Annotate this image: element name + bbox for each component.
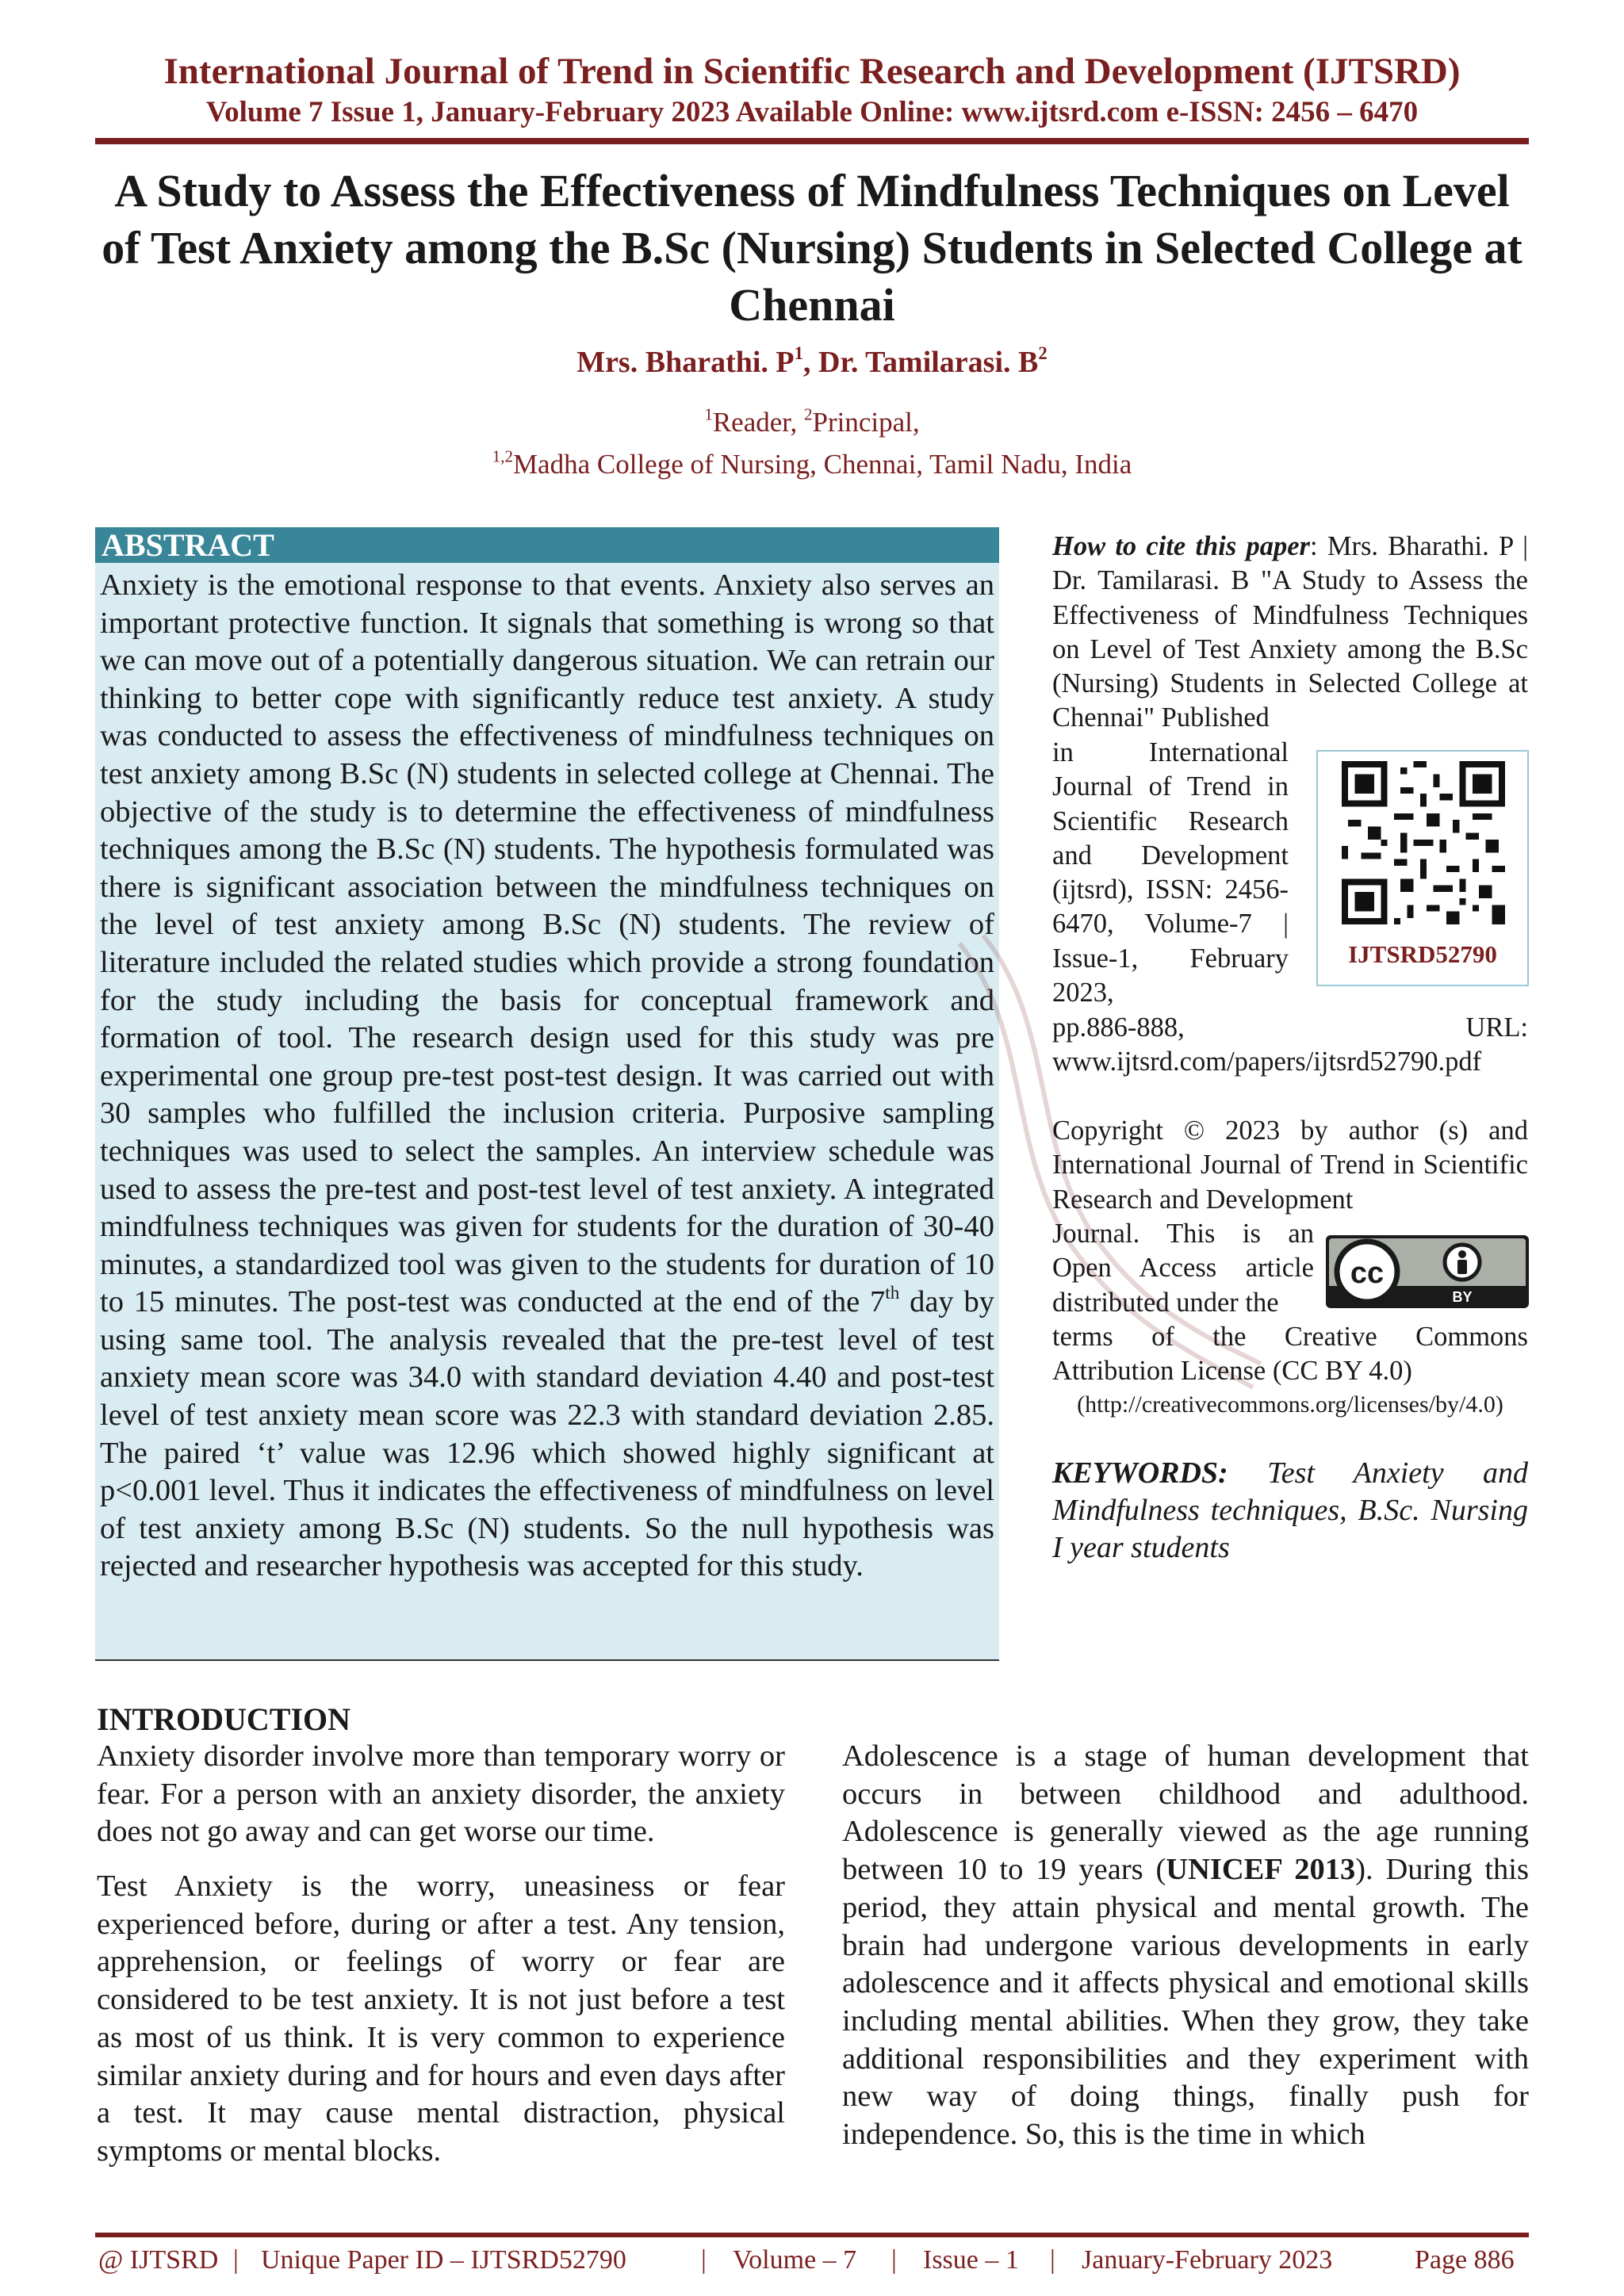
footer-separator: |: [233, 2245, 239, 2275]
cc-by-license-badge: [1326, 1235, 1529, 1308]
author-2: Dr. Tamilarasi. B: [818, 346, 1039, 379]
footer-separator: |: [891, 2245, 897, 2275]
footer-period: January-February 2023: [1082, 2245, 1333, 2275]
keywords-label: KEYWORDS:: [1052, 1456, 1228, 1490]
qr-code-panel: [1316, 750, 1529, 986]
introduction-paragraph-3: [842, 1738, 1529, 2154]
footer-rule: [95, 2233, 1529, 2237]
creative-commons-icon: [1326, 1235, 1529, 1308]
affiliation-roles: [0, 404, 1624, 441]
citation-middle: in International Journal of Trend in Scientific Research and Development (ijtsrd), ISSN: 2456-6470, Volume-7 | Issue-1, February 2023,: [1052, 737, 1289, 1008]
header-rule: [95, 138, 1529, 144]
citation-lead-text: : Mrs. Bharathi. P | Dr. Tamilarasi. B "A Study to Assess the Effectiveness of Mindfulness Techniques on Level of Test Anxiety among the B.Sc (Nursing) Students in Selected College at Chennai" Published: [1052, 531, 1528, 733]
citation-tail: pp.886-888, URL: www.ijtsrd.com/papers/ijtsrd52790.pdf: [1052, 1012, 1528, 1077]
copyright-tail: terms of the Creative Commons Attribution License (CC BY 4.0): [1052, 1322, 1528, 1387]
abstract-text-part-2: day by using same tool. The analysis revealed that the pre-test level of test anxiety mean score was 34.0 with standard deviation 4.40 and post-test level of test anxiety mean score was 22.3 with standard deviation 2.85. The paired ‘t’ value was 12.96 which showed highly significant at p<0.001 level. Thus it indicates the effectiveness of mindfulness on level of test anxiety among B.Sc (N) students. So the null hypothesis was rejected and researcher hypothesis was accepted for this study.: [100, 1285, 994, 1583]
abstract-text-part-1: Anxiety is the emotional response to that events. Anxiety also serves an important protective function. It signals that something is wrong so that we can move out of a potentially dangerous situation. We can retrain our thinking to better cope with significantly reduce test anxiety. A study was conducted to assess the effectiveness of mindfulness techniques on test anxiety among B.Sc (N) students in selected college at Chennai. The objective of the study is to determine the effectiveness of mindfulness techniques among the B.Sc (N) students. The hypothesis formulated was there is significant association between the mindfulness techniques on the level of test anxiety among B.Sc (N) students. The review of literature included the related studies which provide a strong foundation for the study including the basis for conceptual framework and formation of tool. The research design used for this study was pre experimental one group pre-test post-test design. It was carried out with 30 samples who fulfilled the inclusion criteria. Purposive sampling techniques was used to select the samples. An interview schedule was used to assess the pre-test and post-test level of test anxiety. A integrated mindfulness techniques was given for students for the duration of 30-40 minutes, a standardized tool was given to the students for duration of 10 to 15 minutes. The post-test was conducted at the end of the 7: [100, 568, 994, 1319]
footer-issue: Issue – 1: [923, 2245, 1019, 2275]
license-url: (http://creativecommons.org/licenses/by/4.0): [1077, 1391, 1503, 1418]
affiliation-college: [0, 446, 1624, 483]
svg-text:cc: cc: [1350, 1257, 1385, 1290]
college-sup: 1,2: [492, 446, 513, 466]
footer-volume: Volume – 7: [733, 2245, 857, 2275]
authors: [0, 342, 1624, 382]
footer-page-number: Page 886: [1415, 2245, 1515, 2275]
copyright-middle: Journal. This is an Open Access article distributed under the: [1052, 1219, 1314, 1318]
introduction-paragraph-2: Test Anxiety is the worry, uneasiness or fear experienced before, during or after a test. Any tension, apprehension, or feelings of worry or fear are considered to be test anxiety. It is not just before a test as most of us think. It is very common to experience similar anxiety during and for hours and even days after a test. It may cause mental distraction, physical symptoms or mental blocks.: [97, 1869, 785, 2168]
college: Madha College of Nursing, Chennai, Tamil Nadu, India: [512, 449, 1132, 480]
introduction-heading: INTRODUCTION: [97, 1701, 351, 1737]
cc-badge-by-text: BY: [1452, 1289, 1473, 1305]
role-2-sup: 2: [804, 404, 813, 424]
footer-paper-id: Unique Paper ID – IJTSRD52790: [261, 2245, 626, 2275]
role-2: Principal,: [812, 407, 920, 438]
paragraph-3-part-2: ). During this period, they attain physical and mental growth. The brain had undergone various developments in early adolescence and it affects physical and emotional skills including mental abilities. When they grow, they take additional responsibilities and they experiment with new way of doing things, finally push for independence. So, this is the time in which: [842, 1853, 1529, 2152]
journal-title: International Journal of Trend in Scientific Research and Development (IJTSRD): [163, 51, 1461, 92]
qr-code-icon: [1342, 761, 1505, 924]
abstract-text: [100, 567, 994, 1586]
abstract-ordinal-sup: th: [885, 1282, 900, 1303]
author-separator: ,: [803, 346, 819, 379]
paragraph-3-citation: UNICEF 2013: [1166, 1853, 1356, 1887]
qr-label: IJTSRD52790: [1348, 940, 1497, 968]
copyright-lead: Copyright © 2023 by author (s) and International Journal of Trend in Scientific Research and Development: [1052, 1115, 1528, 1215]
footer-separator: |: [1050, 2245, 1055, 2275]
paper-title: A Study to Assess the Effectiveness of Mindfulness Techniques on Level of Test Anxiety among the B.Sc (Nursing) Students in Selected College at Chennai: [102, 165, 1522, 331]
abstract-box: [95, 527, 999, 1661]
footer-separator: |: [701, 2245, 707, 2275]
abstract-heading: ABSTRACT: [95, 527, 999, 563]
role-1: Reader,: [712, 407, 805, 438]
paragraph-3-part-1: Adolescence is a stage of human development that occurs in between childhood and adulthood. Adolescence is generally viewed as the age running between 10 to 19 years (: [842, 1739, 1529, 1887]
author-2-sup: 2: [1038, 343, 1048, 364]
keywords-text: Test Anxiety and Mindfulness techniques, B.Sc. Nursing I year students: [1052, 1456, 1528, 1564]
author-1: Mrs. Bharathi. P: [576, 346, 795, 379]
author-1-sup: 1: [794, 343, 804, 364]
journal-issue-line: Volume 7 Issue 1, January-February 2023 Available Online: www.ijtsrd.com e-ISSN: 2456 – 6470: [205, 96, 1419, 128]
citation-label: How to cite this paper: [1052, 531, 1310, 561]
introduction-paragraph-1: Anxiety disorder involve more than temporary worry or fear. For a person with an anxiety disorder, the anxiety does not go away and can get worse our time.: [97, 1739, 785, 1849]
page-footer: [98, 2241, 1529, 2280]
keywords: [1052, 1455, 1528, 1567]
footer-journal: @ IJTSRD: [98, 2245, 219, 2275]
citation-lead: [1052, 530, 1528, 736]
role-1-sup: 1: [704, 404, 713, 424]
